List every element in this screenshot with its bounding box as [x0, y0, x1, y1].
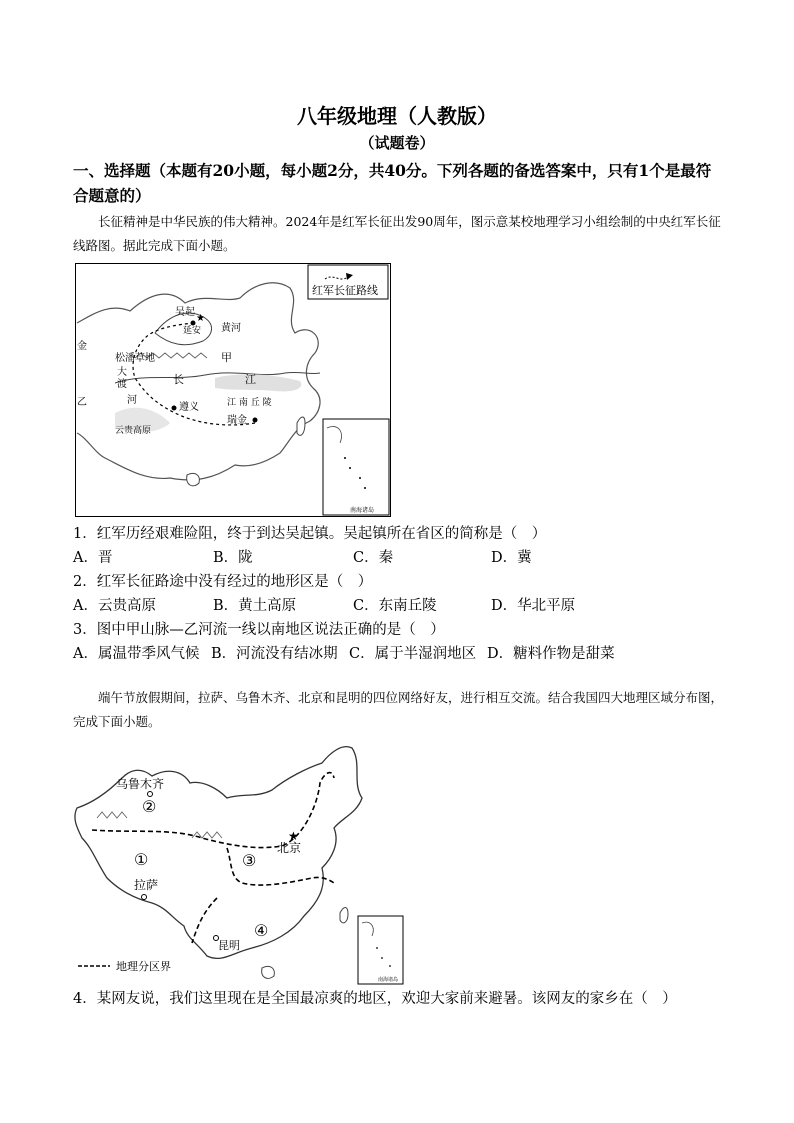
label-dadu-3: 河 [127, 395, 137, 406]
q1-option-c[interactable]: C．秦 [353, 550, 394, 566]
q2-option-a[interactable]: A．云贵高原 [73, 598, 156, 614]
legend-2-label: 地理分区界 [116, 960, 171, 973]
label-yi: 乙 [77, 397, 87, 408]
svg-text:★: ★ [196, 313, 205, 324]
q1-option-a[interactable]: A．晋 [73, 550, 113, 566]
passage-intro: 长征精神是中华民族的伟大精神。2024年是红军长征出发90周年，图示意某校地理学习小组绘制的中央红军长征线路图。据此完成下面小题。 [73, 214, 721, 253]
question-3-stem: 3．图中甲山脉—乙河流一线以南地区说法正确的是（ ） [73, 622, 445, 638]
label-jiangnan: 江 南 丘 陵 [227, 398, 272, 408]
label-beijing: 北京 [277, 841, 302, 855]
question-3-options [73, 643, 723, 665]
label-yungui: 云贵高原 [115, 426, 152, 436]
page-title: 八年级地理（人教版） [297, 104, 497, 128]
section-heading: 一、选择题（本题有20小题，每小题2分，共40分。下列各题的备选答案中，只有1个是最符合题意的） [73, 161, 712, 205]
label-jia: 甲 [221, 351, 232, 364]
label-zunyi: 遵义 [179, 402, 199, 413]
label-lhasa: 拉萨 [134, 878, 159, 892]
question-4-stem: 4．某网友说，我们这里现在是全国最凉爽的地区，欢迎大家前来避暑。该网友的家乡在（ ） [73, 991, 677, 1007]
boundary-west [192, 898, 217, 943]
label-region-2: ② [142, 797, 157, 816]
q3-option-b[interactable]: B．河流没有结冰期 [211, 646, 338, 662]
question-2-options [73, 595, 723, 617]
page-subtitle: （试题卷） [359, 134, 435, 152]
label-dadu-1: 大 [117, 367, 127, 378]
passage-2-intro: 端午节放假期间，拉萨、乌鲁木齐、北京和昆明的四位网络好友，进行相互交流。结合我国四大地理区域分布图，完成下面小题。 [73, 690, 724, 729]
long-march-map [75, 263, 391, 517]
q2-option-b[interactable]: B．黄土高原 [213, 598, 297, 614]
q1-option-b[interactable]: B．陇 [213, 550, 253, 566]
inset-label: 南海诸岛 [350, 507, 375, 514]
q2-option-c[interactable]: C．东南丘陵 [353, 598, 437, 614]
label-wuqi: 吴起 [175, 307, 195, 318]
question-1-stem: 1．红军历经艰难险阻，终于到达吴起镇。吴起镇所在省区的简称是（ ） [73, 526, 547, 542]
svg-text:★: ★ [288, 829, 299, 843]
q3-option-c[interactable]: C．属于半湿润地区 [349, 646, 477, 662]
legend-label: 红军长征路线 [312, 284, 378, 297]
q3-option-d[interactable]: D．糖料作物是甜菜 [487, 646, 615, 662]
question-1-options [73, 547, 723, 569]
label-yanan: 延安 [183, 326, 202, 336]
label-jin: 金 [77, 341, 87, 352]
label-songpan: 松潘草地 [115, 353, 155, 364]
label-huanghe: 黄河 [221, 323, 241, 334]
label-region-4: ④ [254, 921, 269, 940]
label-jiang: 江 [245, 373, 256, 386]
label-kunming: 昆明 [218, 939, 240, 952]
label-urumqi: 乌鲁木齐 [116, 777, 165, 791]
four-regions-map [72, 738, 412, 988]
q2-option-d[interactable]: D．华北平原 [491, 598, 576, 614]
label-region-1: ① [134, 850, 149, 869]
q3-option-a[interactable]: A．属温带季风气候 [73, 646, 200, 662]
question-2-stem: 2．红军长征路途中没有经过的地形区是（ ） [73, 574, 373, 590]
label-dadu-2: 渡 [117, 379, 127, 390]
label-ruijin: 瑞金 [227, 415, 247, 426]
q1-option-d[interactable]: D．冀 [491, 550, 532, 566]
inset-2-label: 南海诸岛 [378, 977, 399, 983]
label-region-3: ③ [242, 851, 257, 870]
label-chang: 长 [173, 373, 184, 386]
